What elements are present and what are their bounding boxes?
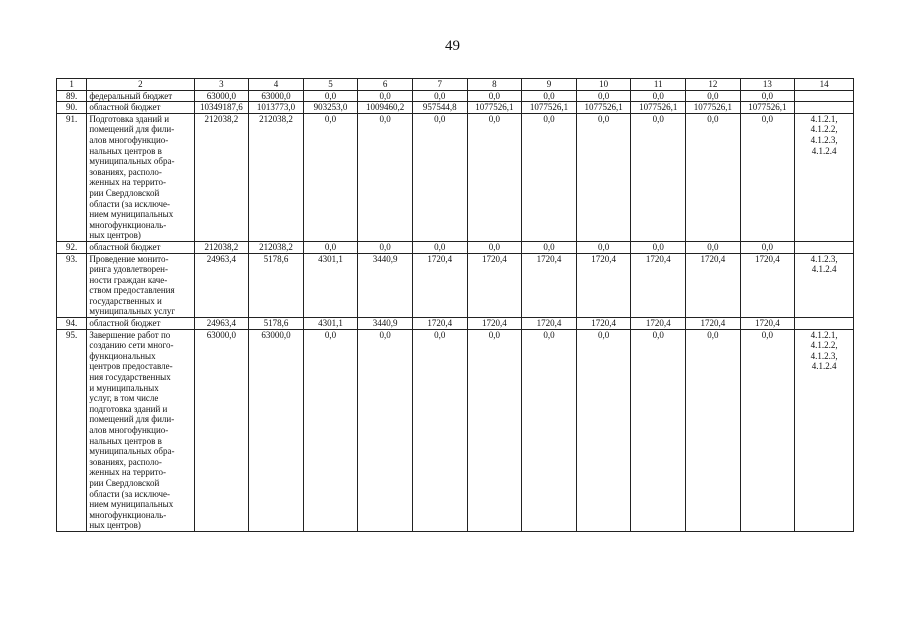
value-cell: 1720,4 bbox=[576, 318, 631, 330]
value-cell: 0,0 bbox=[467, 241, 522, 253]
tasks-cell: 4.1.2.1, 4.1.2.2, 4.1.2.3, 4.1.2.4 bbox=[795, 329, 854, 531]
value-cell: 0,0 bbox=[412, 329, 467, 531]
row-name: областной бюджет bbox=[87, 318, 194, 330]
column-header: 10 bbox=[576, 79, 631, 91]
value-cell: 0,0 bbox=[740, 329, 795, 531]
value-cell: 0,0 bbox=[576, 90, 631, 102]
column-header: 9 bbox=[522, 79, 577, 91]
value-cell: 1077526,1 bbox=[686, 102, 741, 114]
column-header: 8 bbox=[467, 79, 522, 91]
value-cell: 0,0 bbox=[631, 113, 686, 241]
value-cell: 0,0 bbox=[522, 113, 577, 241]
row-name: федеральный бюджет bbox=[87, 90, 194, 102]
value-cell: 0,0 bbox=[358, 329, 413, 531]
value-cell: 903253,0 bbox=[303, 102, 358, 114]
column-header: 13 bbox=[740, 79, 795, 91]
tasks-cell bbox=[795, 241, 854, 253]
row-name: Подготовка зданий и помещений для фили- алов многофункцио- нальных центров в муниципальных обра- зованиях, располо- женных на террито- рии Свердловской области (за исключе- нием муниципальных многофункциональ- ных центров) bbox=[87, 113, 194, 241]
column-header: 14 bbox=[795, 79, 854, 91]
value-cell: 0,0 bbox=[631, 90, 686, 102]
row-number: 90. bbox=[57, 102, 87, 114]
value-cell: 1077526,1 bbox=[576, 102, 631, 114]
value-cell: 0,0 bbox=[576, 329, 631, 531]
value-cell: 1720,4 bbox=[740, 253, 795, 318]
row-name: областной бюджет bbox=[87, 241, 194, 253]
value-cell: 0,0 bbox=[686, 90, 741, 102]
value-cell: 1720,4 bbox=[467, 318, 522, 330]
header-row bbox=[57, 79, 854, 91]
value-cell: 0,0 bbox=[303, 329, 358, 531]
value-cell: 0,0 bbox=[412, 241, 467, 253]
value-cell: 1077526,1 bbox=[740, 102, 795, 114]
row-name: областной бюджет bbox=[87, 102, 194, 114]
value-cell: 63000,0 bbox=[194, 329, 249, 531]
value-cell: 0,0 bbox=[686, 241, 741, 253]
table-row bbox=[57, 318, 854, 330]
value-cell: 1720,4 bbox=[686, 318, 741, 330]
row-number: 93. bbox=[57, 253, 87, 318]
row-name: Завершение работ по созданию сети много- функциональных центров предоставле- ния государственных и муниципальных услуг, в том числе подготовка зданий и помещений для фили- алов многофункцио- нальных центров в муниципальных обра- зованиях, располо- женных на террито- рии Свердловской области (за исключе- нием муниципальных многофункциональ- ных центров) bbox=[87, 329, 194, 531]
table-row bbox=[57, 102, 854, 114]
value-cell: 0,0 bbox=[358, 241, 413, 253]
column-header: 11 bbox=[631, 79, 686, 91]
value-cell: 0,0 bbox=[740, 113, 795, 241]
value-cell: 1720,4 bbox=[412, 253, 467, 318]
column-header: 6 bbox=[358, 79, 413, 91]
tasks-cell bbox=[795, 318, 854, 330]
value-cell: 0,0 bbox=[303, 113, 358, 241]
column-header: 5 bbox=[303, 79, 358, 91]
column-header: 12 bbox=[686, 79, 741, 91]
tasks-cell: 4.1.2.1, 4.1.2.2, 4.1.2.3, 4.1.2.4 bbox=[795, 113, 854, 241]
value-cell: 1720,4 bbox=[412, 318, 467, 330]
column-header: 1 bbox=[57, 79, 87, 91]
value-cell: 0,0 bbox=[303, 90, 358, 102]
value-cell: 0,0 bbox=[522, 329, 577, 531]
tasks-cell bbox=[795, 102, 854, 114]
value-cell: 63000,0 bbox=[249, 329, 304, 531]
value-cell: 1009460,2 bbox=[358, 102, 413, 114]
value-cell: 3440,9 bbox=[358, 318, 413, 330]
table-row bbox=[57, 329, 854, 531]
row-number: 92. bbox=[57, 241, 87, 253]
value-cell: 212038,2 bbox=[194, 113, 249, 241]
value-cell: 1077526,1 bbox=[631, 102, 686, 114]
column-header: 4 bbox=[249, 79, 304, 91]
value-cell: 1013773,0 bbox=[249, 102, 304, 114]
value-cell: 0,0 bbox=[522, 90, 577, 102]
value-cell: 0,0 bbox=[412, 90, 467, 102]
value-cell: 212038,2 bbox=[194, 241, 249, 253]
value-cell: 3440,9 bbox=[358, 253, 413, 318]
value-cell: 63000,0 bbox=[194, 90, 249, 102]
value-cell: 0,0 bbox=[358, 113, 413, 241]
value-cell: 1077526,1 bbox=[467, 102, 522, 114]
value-cell: 0,0 bbox=[467, 329, 522, 531]
budget-table bbox=[56, 78, 854, 532]
value-cell: 0,0 bbox=[740, 241, 795, 253]
value-cell: 957544,8 bbox=[412, 102, 467, 114]
tasks-cell bbox=[795, 90, 854, 102]
value-cell: 0,0 bbox=[467, 90, 522, 102]
value-cell: 0,0 bbox=[303, 241, 358, 253]
value-cell: 0,0 bbox=[631, 241, 686, 253]
row-number: 89. bbox=[57, 90, 87, 102]
value-cell: 1720,4 bbox=[631, 318, 686, 330]
table-row bbox=[57, 90, 854, 102]
value-cell: 24963,4 bbox=[194, 318, 249, 330]
table-row bbox=[57, 253, 854, 318]
value-cell: 0,0 bbox=[576, 113, 631, 241]
value-cell: 0,0 bbox=[686, 113, 741, 241]
value-cell: 0,0 bbox=[467, 113, 522, 241]
value-cell: 1720,4 bbox=[467, 253, 522, 318]
value-cell: 1720,4 bbox=[522, 253, 577, 318]
value-cell: 0,0 bbox=[631, 329, 686, 531]
value-cell: 0,0 bbox=[358, 90, 413, 102]
value-cell: 24963,4 bbox=[194, 253, 249, 318]
value-cell: 0,0 bbox=[412, 113, 467, 241]
column-header: 7 bbox=[412, 79, 467, 91]
column-header: 2 bbox=[87, 79, 194, 91]
value-cell: 10349187,6 bbox=[194, 102, 249, 114]
value-cell: 0,0 bbox=[522, 241, 577, 253]
value-cell: 5178,6 bbox=[249, 318, 304, 330]
row-number: 94. bbox=[57, 318, 87, 330]
value-cell: 5178,6 bbox=[249, 253, 304, 318]
value-cell: 4301,1 bbox=[303, 253, 358, 318]
tasks-cell: 4.1.2.3, 4.1.2.4 bbox=[795, 253, 854, 318]
row-name: Проведение монито- ринга удовлетворен- ности граждан каче- ством предоставления государственных и муниципальных услуг bbox=[87, 253, 194, 318]
row-number: 95. bbox=[57, 329, 87, 531]
column-header: 3 bbox=[194, 79, 249, 91]
value-cell: 1077526,1 bbox=[522, 102, 577, 114]
value-cell: 212038,2 bbox=[249, 241, 304, 253]
table-row bbox=[57, 113, 854, 241]
value-cell: 1720,4 bbox=[686, 253, 741, 318]
value-cell: 1720,4 bbox=[522, 318, 577, 330]
value-cell: 1720,4 bbox=[576, 253, 631, 318]
value-cell: 1720,4 bbox=[631, 253, 686, 318]
value-cell: 212038,2 bbox=[249, 113, 304, 241]
page-number: 49 bbox=[445, 38, 460, 54]
value-cell: 63000,0 bbox=[249, 90, 304, 102]
value-cell: 1720,4 bbox=[740, 318, 795, 330]
row-number: 91. bbox=[57, 113, 87, 241]
value-cell: 0,0 bbox=[686, 329, 741, 531]
value-cell: 0,0 bbox=[740, 90, 795, 102]
value-cell: 4301,1 bbox=[303, 318, 358, 330]
table-row bbox=[57, 241, 854, 253]
value-cell: 0,0 bbox=[576, 241, 631, 253]
table-body bbox=[57, 79, 854, 532]
